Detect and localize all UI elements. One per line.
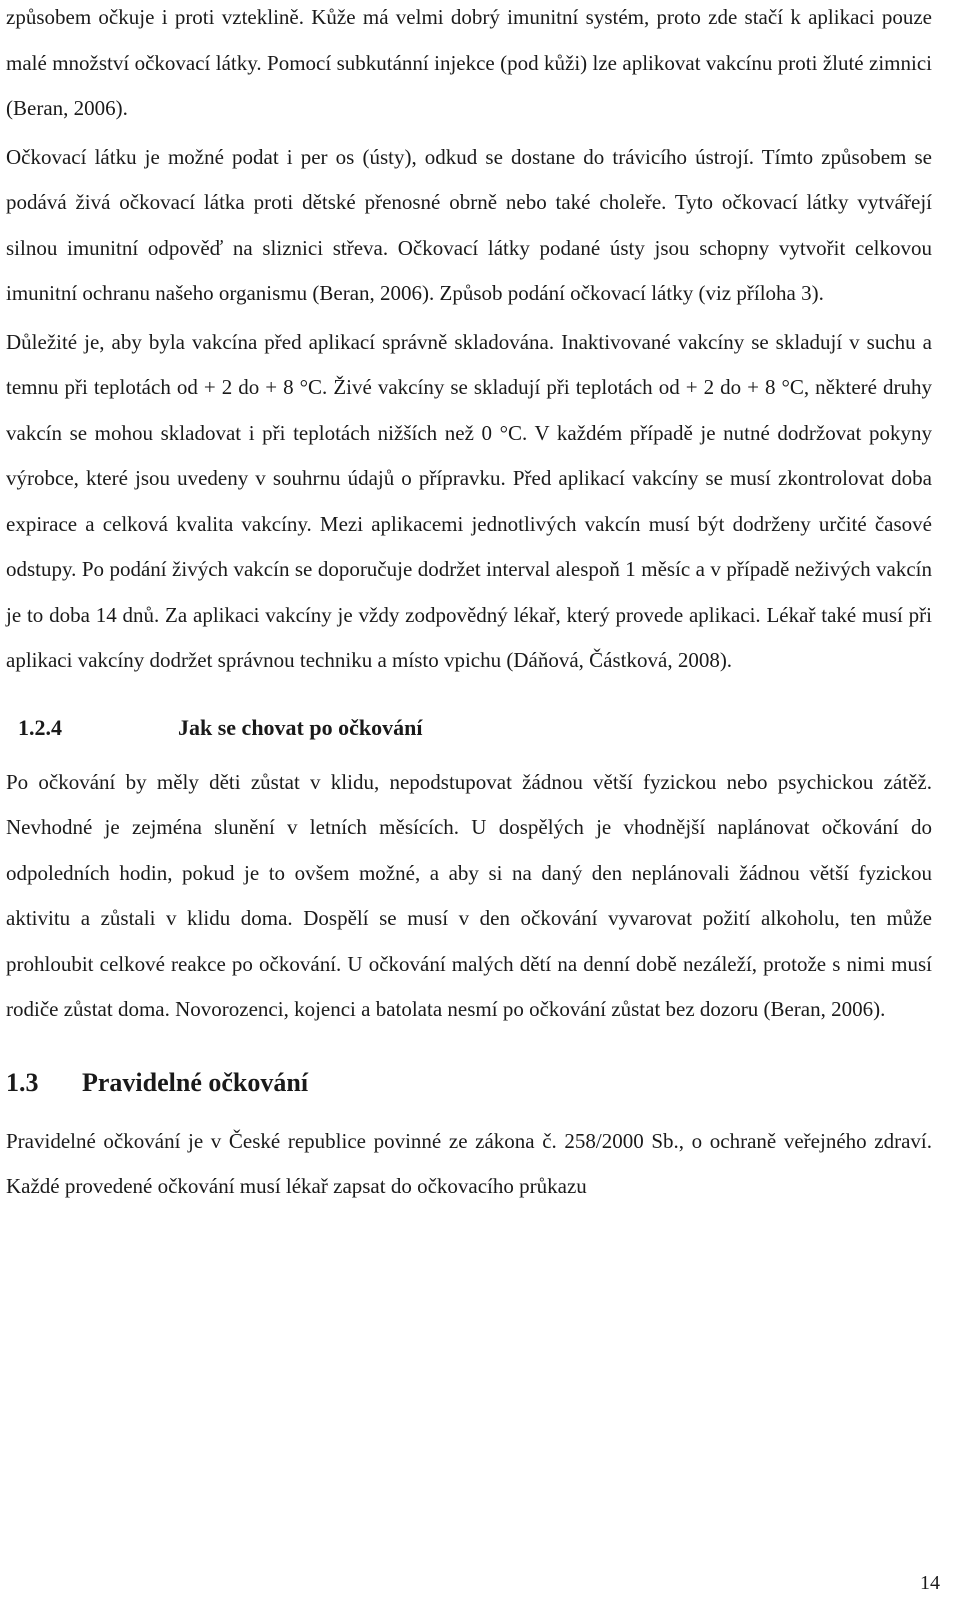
section-heading-1-3 — [6, 1061, 932, 1105]
subsection-number: 1.2.4 — [18, 714, 62, 740]
section-title: Pravidelné očkování — [82, 1067, 309, 1097]
paragraph-oral-vaccination: Očkovací látku je možné podat i per os (ústy), odkud se dostane do trávicího ústrojí. Tímto způsobem se podává živá očkovací látka proti dětské přenosné obrně nebo také choleře. Tyto očkovací látky vytvářejí silnou imunitní odpověď na sliznici střeva. Očkovací látky podané ústy jsou schopny vytvořit celkovou imunitní ochranu našeho organismu (Beran, 2006). Způsob podání očkovací látky (viz příloha 3). — [6, 144, 932, 305]
paragraph-regular-vaccination: Pravidelné očkování je v České republice povinné ze zákona č. 258/2000 Sb., o ochraně veřejného zdraví. Každé provedené očkování musí lékař zapsat do očkovacího průkazu — [6, 1128, 932, 1198]
paragraph-rabies-skin: způsobem očkuje i proti vzteklině. Kůže má velmi dobrý imunitní systém, proto zde stačí k aplikaci pouze malé množství očkovací látky. Pomocí subkutánní injekce (pod kůži) lze aplikovat vakcínu proti žluté zimnici (Beran, 2006). — [6, 5, 932, 120]
document-page — [6, 0, 932, 1210]
subsection-heading-1-2-4 — [6, 708, 932, 748]
subsection-title: Jak se chovat po očkování — [178, 714, 423, 740]
page-number: 14 — [920, 1572, 940, 1594]
paragraph-vaccine-storage: Důležité je, aby byla vakcína před aplikací správně skladována. Inaktivované vakcíny se skladují v suchu a temnu při teplotách od + 2 do + 8 °C. Živé vakcíny se skladují při teplotách od + 2 do + 8 °C, některé druhy vakcín se mohou skladovat i při teplotách nižších než 0 °C. V každém případě je nutné dodržovat pokyny výrobce, které jsou uvedeny v souhrnu údajů o přípravku. Před aplikací vakcíny se musí zkontrolovat doba expirace a celková kvalita vakcíny. Mezi aplikacemi jednotlivých vakcín musí být dodrženy určité časové odstupy. Po podání živých vakcín se doporučuje dodržet interval alespoň 1 měsíc a v případě neživých vakcín je to doba 14 dnů. Za aplikaci vakcíny je vždy zodpovědný lékař, který provede aplikaci. Lékař také musí při aplikaci vakcíny dodržet správnou techniku a místo vpichu (Dáňová, Částková, 2008). — [6, 329, 932, 672]
paragraph-after-vaccination: Po očkování by měly děti zůstat v klidu, nepodstupovat žádnou větší fyzickou nebo psychickou zátěž. Nevhodné je zejména slunění v letních měsících. U dospělých je vhodnější naplánovat očkování do odpoledních hodin, pokud je to ovšem možné, a aby si na daný den neplánovali žádnou větší fyzickou aktivitu a zůstali v klidu doma. Dospělí se musí v den očkování vyvarovat požití alkoholu, ten může prohloubit celkové reakce po očkování. U očkování malých dětí na denní době nezáleží, protože s nimi musí rodiče zůstat doma. Novorozenci, kojenci a batolata nesmí po očkování zůstat bez dozoru (Beran, 2006). — [6, 769, 932, 1021]
section-number: 1.3 — [6, 1067, 39, 1097]
